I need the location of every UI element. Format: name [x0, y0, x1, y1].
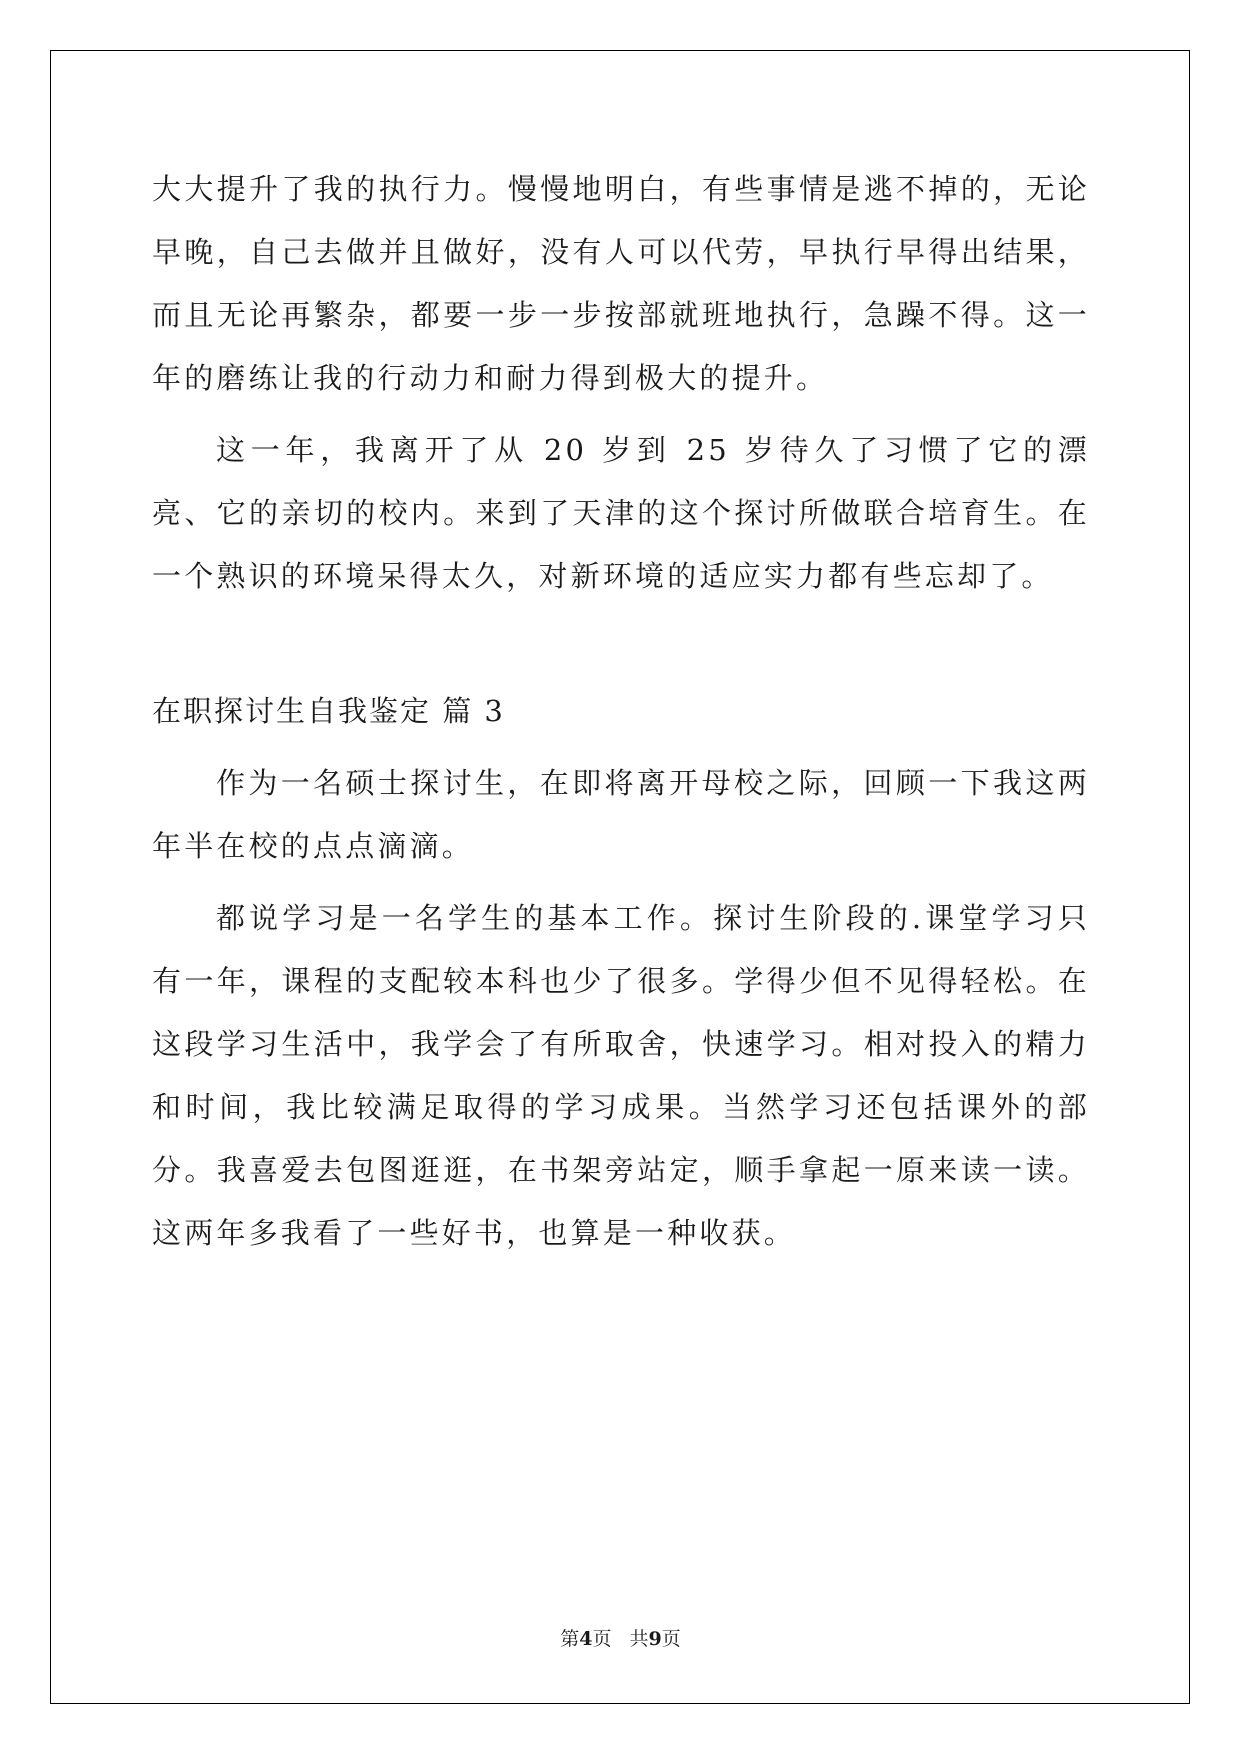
paragraph-3: 作为一名硕士探讨生，在即将离开母校之际，回顾一下我这两年半在校的点点滴滴。 — [152, 766, 1090, 863]
footer-page-suffix: 页 — [592, 1628, 612, 1650]
footer-prefix: 第 — [560, 1628, 580, 1650]
paragraph-2: 这一年，我离开了从 20 岁到 25 岁待久了习惯了它的漂亮、它的亲切的校内。来到了天津的这个探讨所做联合培育生。在一个熟识的环境呆得太久，对新环境的适应实力都有些忘却了。 — [152, 433, 1090, 593]
footer-total-pages: 9 — [648, 1628, 662, 1650]
footer-total-suffix: 页 — [661, 1628, 681, 1650]
paragraph-1: 大大提升了我的执行力。慢慢地明白，有些事情是逃不掉的，无论早晚，自己去做并且做好，没有人可以代劳，早执行早得出结果，而且无论再繁杂，都要一步一步按部就班地执行，急躁不得。这一年的磨练让我的行动力和耐力得到极大的提升。 — [152, 172, 1090, 395]
section-heading: 在职探讨生自我鉴定 篇 3 — [152, 694, 505, 728]
page-footer — [0, 1627, 1241, 1651]
document-body — [152, 158, 1090, 1265]
footer-total-prefix: 共 — [629, 1628, 649, 1650]
footer-page-number: 4 — [579, 1628, 593, 1650]
paragraph-4: 都说学习是一名学生的基本工作。探讨生阶段的.课堂学习只有一年，课程的支配较本科也少了很多。学得少但不见得轻松。在这段学习生活中，我学会了有所取舍，快速学习。相对投入的精力和时间，我比较满足取得的学习成果。当然学习还包括课外的部分。我喜爱去包图逛逛，在书架旁站定，顺手拿起一原来读一读。这两年多我看了一些好书，也算是一种收获。 — [152, 901, 1090, 1250]
